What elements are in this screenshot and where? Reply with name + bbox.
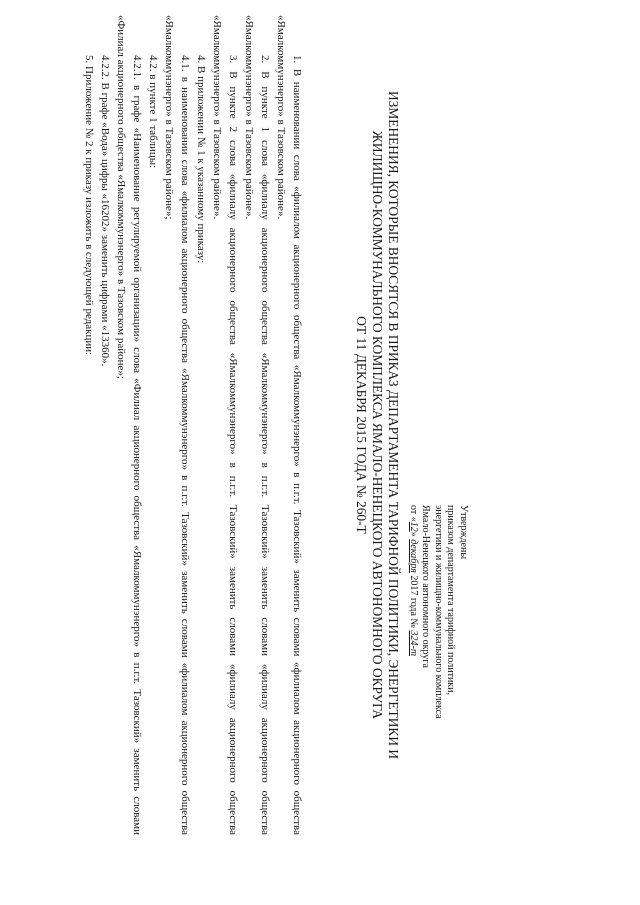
paragraph-2: 2. В пункте 1 слова «филиалу акционерного общества «Ямалкоммунэнерго» в п.г.т. Тазовский» заменить словами «филиалу акционерного общества «Ямалкоммунэнерго» в Тазовском районе». [243,15,271,835]
title-line-3: ОТ 11 ДЕКАБРЯ 2015 ГОДА № 260-Т [354,316,369,534]
paragraph-4-2: 4.2. в пункте 1 таблицы: [147,55,159,169]
paragraph-4-2-1: 4.2.1. в графе «Наименование регулируемой организации» слова «Филиал акционерного общества «Ямалкоммунэнерго» в п.г.т. Тазовский» заменить словами «Филиал акционерного общества «Ямалкоммунэнерго» в Тазовском районе»; [115,15,143,835]
approval-date-line [407,505,420,835]
paragraph-3: 3. В пункте 2 слова «филиалу акционерного общества «Ямалкоммунэнерго» в п.г.т. Тазовский» заменить словами «филиалу акционерного общества «Ямалкоммунэнерго» в Тазовском районе». [211,15,239,835]
document-body [81,15,305,835]
approval-line-energy: энергетики и жилищно-коммунального комплекса [433,505,444,719]
date-mid: » [408,531,419,540]
approval-stamp-block [407,505,470,835]
title-line-2: ЖИЛИЩНО-КОММУНАЛЬНОГО КОМПЛЕКСА ЯМАЛО-НЕНЕЦКОГО АВТОНОМНОГО ОКРУГА [370,130,385,720]
approval-line-region: Ямало-Ненецкого автономного округа [420,505,432,668]
approval-line-department: приказом департамента тарифной политики, [445,505,457,695]
paragraph-4: 4. В приложении № 1 к указанному приказу: [195,55,207,264]
paragraph-4-2-2: 4.2.2. В графе «Вода» цифры «16202» заменить цифрами «13360». [99,55,111,367]
date-month: декабря [408,539,419,573]
rotated-document-page [65,15,475,835]
paragraph-4-1: 4.1. в наименовании слова «филиалом акционерного общества «Ямалкоммунэнерго» в п.г.т. Тазовский» заменить словами «филиалом акционерного общества «Ямалкоммунэнерго» в Тазовском районе»; [163,15,191,835]
approval-heading: Утверждены [458,505,469,560]
date-year: 2017 года № [408,572,419,631]
document-title [353,15,401,835]
title-line-1: ИЗМЕНЕНИЯ, КОТОРЫЕ ВНОСЯТСЯ В ПРИКАЗ ДЕПАРТАМЕНТА ТАРИФНОЙ ПОЛИТИКИ, ЭНЕРГЕТИКИ И [386,90,401,760]
paragraph-1: 1. В наименовании слова «филиалом акционерного общества «Ямалкоммунэнерго» в п.г.т. Тазовский» заменить словами «филиалом акционерного общества «Ямалкоммунэнерго» в Тазовском районе». [275,15,303,835]
date-prefix: от « [408,505,419,522]
paragraph-5: 5. Приложение № 2 к приказу изложить в следующей редакции: [83,55,95,356]
date-day: 12 [408,521,419,532]
order-number: 324-т [408,630,419,657]
